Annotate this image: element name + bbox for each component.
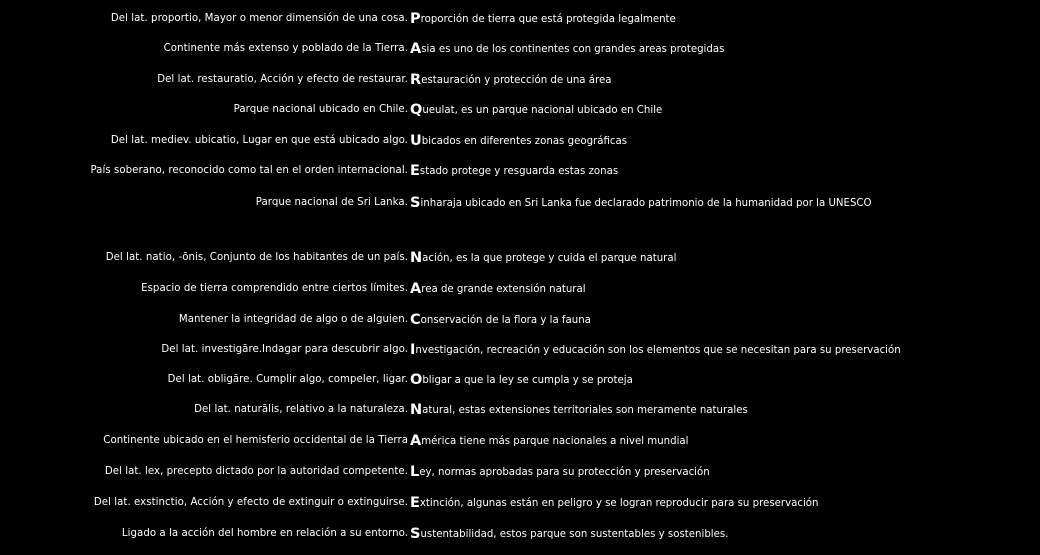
answer-rest: ustentabilidad, estos parque son sustentables y sostenibles. xyxy=(420,529,729,540)
answer-rest: ueulat, es un parque nacional ubicado en Chile xyxy=(422,105,663,116)
answer-rest: bicados en diferentes zonas geográficas xyxy=(421,136,628,147)
initial-letter: U xyxy=(410,133,422,149)
answer-text xyxy=(410,69,611,92)
definition-text: Del lat. mediev. ubicatio, Lugar en que está ubicado algo. xyxy=(110,135,408,146)
definition-text: Del lat. restauratio, Acción y efecto de restaurar. xyxy=(157,74,408,85)
acrostic-row xyxy=(0,309,1040,331)
answer-text xyxy=(410,160,618,183)
initial-letter: I xyxy=(410,342,416,358)
definition-text: Del lat. natio, -ōnis, Conjunto de los habitantes de un país. xyxy=(105,252,408,263)
definition-text: Del lat. proportio, Mayor o menor dimensión de una cosa. xyxy=(110,13,408,24)
initial-letter: P xyxy=(410,11,421,27)
answer-text xyxy=(410,461,710,484)
answer-text xyxy=(410,339,901,362)
acrostic-row xyxy=(0,38,1040,60)
initial-letter: N xyxy=(410,402,423,418)
initial-letter: N xyxy=(410,250,423,266)
answer-text xyxy=(410,192,872,215)
answer-text xyxy=(410,430,689,453)
answer-text xyxy=(410,247,676,270)
answer-rest: ación, es la que protege y cuida el parque natural xyxy=(422,253,677,264)
initial-letter: C xyxy=(410,312,421,328)
answer-rest: bligar a que la ley se cumpla y se proteja xyxy=(422,375,633,386)
acrostic-row xyxy=(0,523,1040,545)
acrostic-row xyxy=(0,99,1040,121)
answer-rest: inharaja ubicado en Sri Lanka fue declarado patrimonio de la humanidad por la UNESCO xyxy=(420,198,872,209)
answer-rest: onservación de la flora y la fauna xyxy=(420,315,591,326)
answer-text xyxy=(410,309,591,332)
answer-rest: rea de grande extensión natural xyxy=(421,284,586,295)
answer-rest: nvestigación, recreación y educación son los elementos que se necesitan para su preservación xyxy=(415,345,901,356)
answer-rest: mérica tiene más parque nacionales a nivel mundial xyxy=(421,436,689,447)
answer-rest: xtinción, algunas están en peligro y se logran reproducir para su preservación xyxy=(419,498,819,509)
initial-letter: O xyxy=(410,372,423,388)
answer-text xyxy=(410,130,627,153)
acrostic-row xyxy=(0,247,1040,269)
answer-rest: ey, normas aprobadas para su protección y preservación xyxy=(419,467,710,478)
initial-letter: A xyxy=(410,41,422,57)
answer-text xyxy=(410,38,724,61)
definition-text: Del lat. obligāre. Cumplir algo, compeler, ligar. xyxy=(167,374,408,385)
definition-text: País soberano, reconocido como tal en el orden internacional. xyxy=(90,165,408,176)
definition-text: Del lat. naturālis, relativo a la naturaleza. xyxy=(194,404,408,415)
initial-letter: L xyxy=(410,464,420,480)
answer-rest: atural, estas extensiones territoriales son meramente naturales xyxy=(422,405,748,416)
answer-text xyxy=(410,369,633,392)
definition-text: Continente ubicado en el hemisferio occidental de la Tierra xyxy=(103,435,408,446)
answer-rest: sia es uno de los continentes con grandes areas protegidas xyxy=(421,44,725,55)
definition-text: Espacio de tierra comprendido entre ciertos límites. xyxy=(141,283,408,294)
initial-letter: S xyxy=(410,526,421,542)
answer-text xyxy=(410,399,748,422)
answer-text xyxy=(410,278,586,301)
acrostic-row xyxy=(0,8,1040,30)
initial-letter: Q xyxy=(410,102,423,118)
initial-letter: E xyxy=(410,495,420,511)
acrostic-row xyxy=(0,69,1040,91)
definition-text: Mantener la integridad de algo o de alguien. xyxy=(178,314,408,325)
initial-letter: A xyxy=(410,281,422,297)
acrostic-row xyxy=(0,278,1040,300)
answer-text xyxy=(410,8,676,31)
definition-text: Continente más extenso y poblado de la Tierra. xyxy=(163,43,408,54)
acrostic-row xyxy=(0,339,1040,361)
answer-text xyxy=(410,492,818,515)
definition-text: Ligado a la acción del hombre en relación a su entorno. xyxy=(121,528,408,539)
initial-letter: E xyxy=(410,163,420,179)
answer-rest: stado protege y resguarda estas zonas xyxy=(419,166,619,177)
answer-text xyxy=(410,523,728,546)
definition-text: Del lat. lex, precepto dictado por la autoridad competente. xyxy=(104,466,408,477)
acrostic-row xyxy=(0,399,1040,421)
initial-letter: R xyxy=(410,72,422,88)
definition-text: Del lat. exstinctio, Acción y efecto de extinguir o extinguirse. xyxy=(93,497,408,508)
initial-letter: S xyxy=(410,195,421,211)
acrostic-row xyxy=(0,130,1040,152)
acrostic-row xyxy=(0,192,1040,214)
answer-rest: roporción de tierra que está protegida legalmente xyxy=(420,14,676,25)
acrostic-row xyxy=(0,160,1040,182)
definition-text: Parque nacional ubicado en Chile. xyxy=(233,104,408,115)
definition-text: Del lat. investigāre.Indagar para descubrir algo. xyxy=(161,344,408,355)
initial-letter: A xyxy=(410,433,422,449)
acrostic-row xyxy=(0,430,1040,452)
acrostic-row xyxy=(0,492,1040,514)
acrostic-row xyxy=(0,369,1040,391)
answer-rest: estauración y protección de una área xyxy=(421,75,612,86)
answer-text xyxy=(410,99,662,122)
acrostic-row xyxy=(0,461,1040,483)
definition-text: Parque nacional de Sri Lanka. xyxy=(255,197,408,208)
